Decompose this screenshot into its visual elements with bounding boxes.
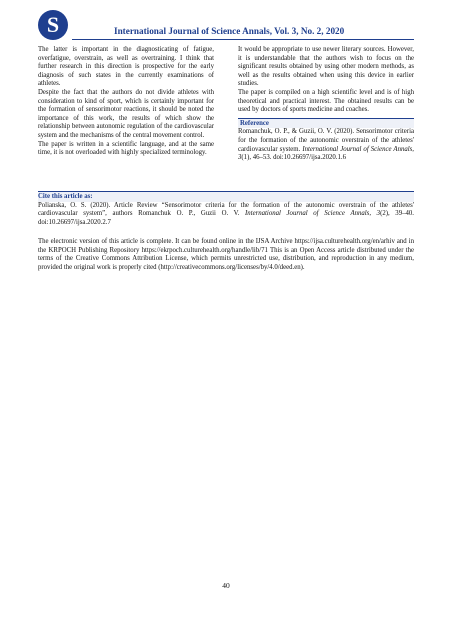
page-header — [38, 8, 414, 42]
paragraph: The latter is important in the diagnosticating of fatigue, overfatigue, overstrain, as well as overtraining. I think that further research in this direction is prospective for the early diagnosis of such states in the currently examinations of athletes. — [38, 46, 214, 88]
cite-text-main: Polianska, O. S. (2020). Article Review “Sensorimotor criteria for the formation of the autonomic overstrain of the athletes' cardiovascular system”, authors Romanchuk O. P., Guzii O. V. — [38, 201, 414, 218]
right-column — [238, 46, 414, 163]
paragraph: The paper is compiled on a high scientific level and is of high theoretical and practical interest. The obtained results can be used by doctors of sports medicine and coaches. — [238, 88, 414, 114]
paragraph: The paper is written in a scientific language, and at the same time, it is not overloaded with highly specialized terminology. — [38, 140, 214, 157]
paragraph: It would be appropriate to use newer literary sources. However, it is understandable that the authors wish to focus on the significant results obtained by using other modern methods, as well as the results obtained when using this device in earlier studies. — [238, 46, 414, 88]
left-column — [38, 46, 214, 158]
page-number: 40 — [222, 581, 230, 590]
cite-heading: Cite this article as: — [38, 191, 414, 202]
reference-entry — [238, 128, 414, 162]
header-divider — [72, 39, 414, 40]
reference-text: Romanchuk, O. P., & Guzii, O. V. (2020). Sensorimotor criteria for the formation of the autonomic overstrain of the athletes' cardiovascular system. — [238, 128, 414, 153]
journal-title: International Journal of Science Annals, Vol. 3, No. 2, 2020 — [114, 26, 345, 36]
cite-issue: (2), 39–40. doi:10.26697/ijsa.2020.2.7 — [38, 210, 415, 226]
journal-logo-icon: S — [38, 10, 68, 40]
cite-journal: International Journal of Science Annals, 3 — [245, 210, 381, 218]
reference-journal: International Journal of Science Annals, 3 — [238, 145, 415, 162]
license-notice: The electronic version of this article is complete. It can be found online in the IJSA Archive https://ijsa.culturehealth.org/en/arhiv and in the KRPOCH Publishing Repository https://ekrpoch.culturehealth.org/handle/lib/71 This is an Open Access article distributed under the terms of the Creative Commons Attribution License, which permits unrestricted use, distribution, and reproduction in any medium, provided the original work is properly cited (http://creativecommons.org/licenses/by/4.0/deed.en). — [38, 238, 414, 271]
reference-issue: (1), 46–53. doi:10.26697/ijsa.2020.1.6 — [241, 154, 346, 162]
reference-heading: Reference — [238, 118, 414, 129]
cite-text — [38, 202, 414, 228]
paragraph: Despite the fact that the authors do not divide athletes with consideration to kind of sport, which is certainly important for the formation of sensorimotor reactions, it should be noted the importance of this work, the results of which show the relationship between autonomic regulation of the cardiovascular system and the mechanisms of the central movement control. — [38, 88, 214, 139]
cite-section — [38, 191, 414, 227]
